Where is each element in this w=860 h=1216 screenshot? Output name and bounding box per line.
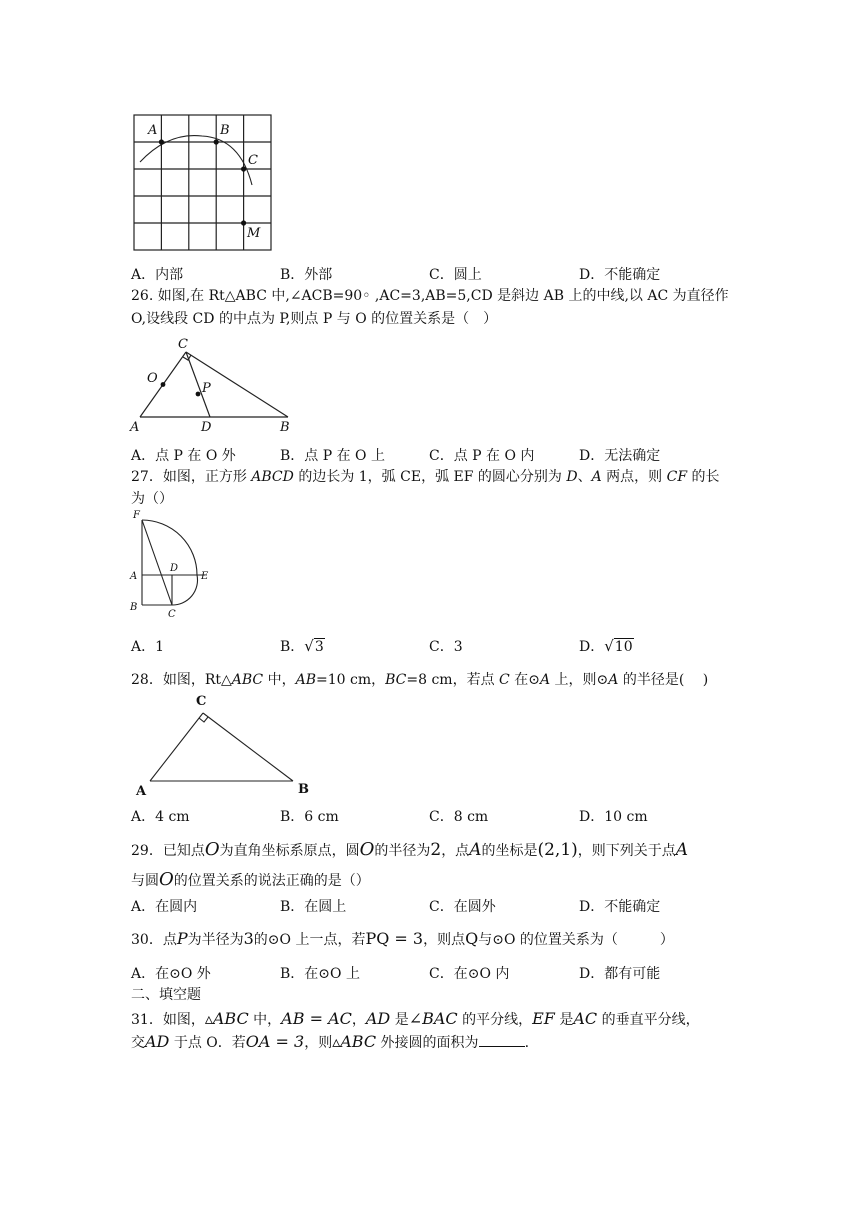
q28-options [131,806,751,826]
q30-option-d: D．都有可能 [579,966,661,982]
label-p: P [202,381,211,396]
q27-stem-line2: 为（） [131,491,173,507]
q27-option-a: A．1 [131,639,165,655]
q26-option-a: A．点 P 在 O 外 [131,448,236,464]
q26-option-d: D．无法确定 [579,448,661,464]
q25-figure [128,110,278,256]
q30-options [131,963,751,983]
label-c: C [178,337,188,352]
label-c: C [248,153,258,168]
q26-figure [128,335,303,435]
label-e: E [201,571,209,582]
q28-option-c: C．8 cm [429,809,489,825]
label-m: M [247,226,261,241]
q27-options [131,636,751,658]
q30-stem: 30．点P为半径为3的⊙O 上一点，若PQ = 3，则点Q与⊙O 的位置关系为（ ） [131,929,674,948]
q25-option-c: C．圆上 [429,267,482,283]
label-d: D [201,420,212,435]
q29-stem-line1: 29．已知点O为直角坐标系原点，圆O的半径为2，点A的坐标是(2,1)，则下列关于点A [131,839,689,860]
q27-option-c: C．3 [429,639,463,655]
label-a: A [130,571,138,582]
point-m [241,220,246,225]
point-c [241,166,246,171]
q31-stem-line1: 31．如图，▵ABC 中，AB = AC，AD 是∠BAC 的平分线，EF 是AC 的垂直平分线， [131,1009,700,1028]
q29-option-d: D．不能确定 [579,899,661,915]
q26-option-c: C．点 P 在 O 内 [429,448,535,464]
q27-figure [128,508,228,623]
label-b: B [298,782,309,797]
label-f: F [133,510,140,521]
q27-option-d: D．√10 [579,637,633,655]
q29-option-c: C．在圆外 [429,899,496,915]
q28-figure [128,690,313,800]
q29-options [131,896,751,916]
label-a: A [148,123,158,138]
q25-options [131,264,751,284]
point-b [214,139,219,144]
label-b: B [280,420,290,435]
q28-stem: 28．如图，Rt△ABC 中，AB=10 cm，BC=8 cm，若点 C 在⊙A 上，则⊙A 的半径是( ) [131,672,709,688]
q28-option-b: B．6 cm [280,809,339,825]
q29-option-a: A．在圆内 [131,899,198,915]
q29-option-b: B．在圆上 [280,899,347,915]
point-a [159,139,164,144]
q28-option-d: D．10 cm [579,809,648,825]
q30-option-a: A．在⊙O 外 [131,966,211,982]
q27-option-b: B．√3 [280,637,324,655]
q26-options [131,445,751,465]
label-c: C [196,694,207,709]
answer-blank[interactable] [479,1034,525,1047]
q25-option-a: A．内部 [131,267,184,283]
label-o: O [147,371,158,386]
label-a: A [130,420,140,435]
q25-option-d: D．不能确定 [579,267,661,283]
label-d: D [170,563,179,574]
label-b: B [130,602,138,613]
q31-stem-line2: 交AD 于点 O．若OA = 3，则▵ABC 外接圆的面积为 . [131,1032,530,1051]
q27-stem-line1: 27．如图，正方形 ABCD 的边长为 1，弧 CE，弧 EF 的圆心分别为 D、A 两点，则 CF 的长 [131,469,720,485]
q25-option-b: B．外部 [280,267,333,283]
q26-stem-line1: 26. 如图,在 Rt△ABC 中,∠ACB=90◦ ,AC=3,AB=5,CD 是斜边 AB 上的中线,以 AC 为直径作 [131,288,729,304]
q26-stem-line2: O,设线段 CD 的中点为 P,则点 P 与 O 的位置关系是（ ） [131,311,498,327]
q26-option-b: B．点 P 在 O 上 [280,448,385,464]
label-c: C [168,609,176,620]
q30-option-b: B．在⊙O 上 [280,966,360,982]
q30-option-c: C．在⊙O 内 [429,966,510,982]
q29-stem-line2: 与圆O的位置关系的说法正确的是（） [131,869,370,890]
label-a: A [136,784,147,799]
section-heading: 二、填空题 [131,987,201,1003]
q28-option-a: A．4 cm [131,809,190,825]
label-b: B [220,123,230,138]
